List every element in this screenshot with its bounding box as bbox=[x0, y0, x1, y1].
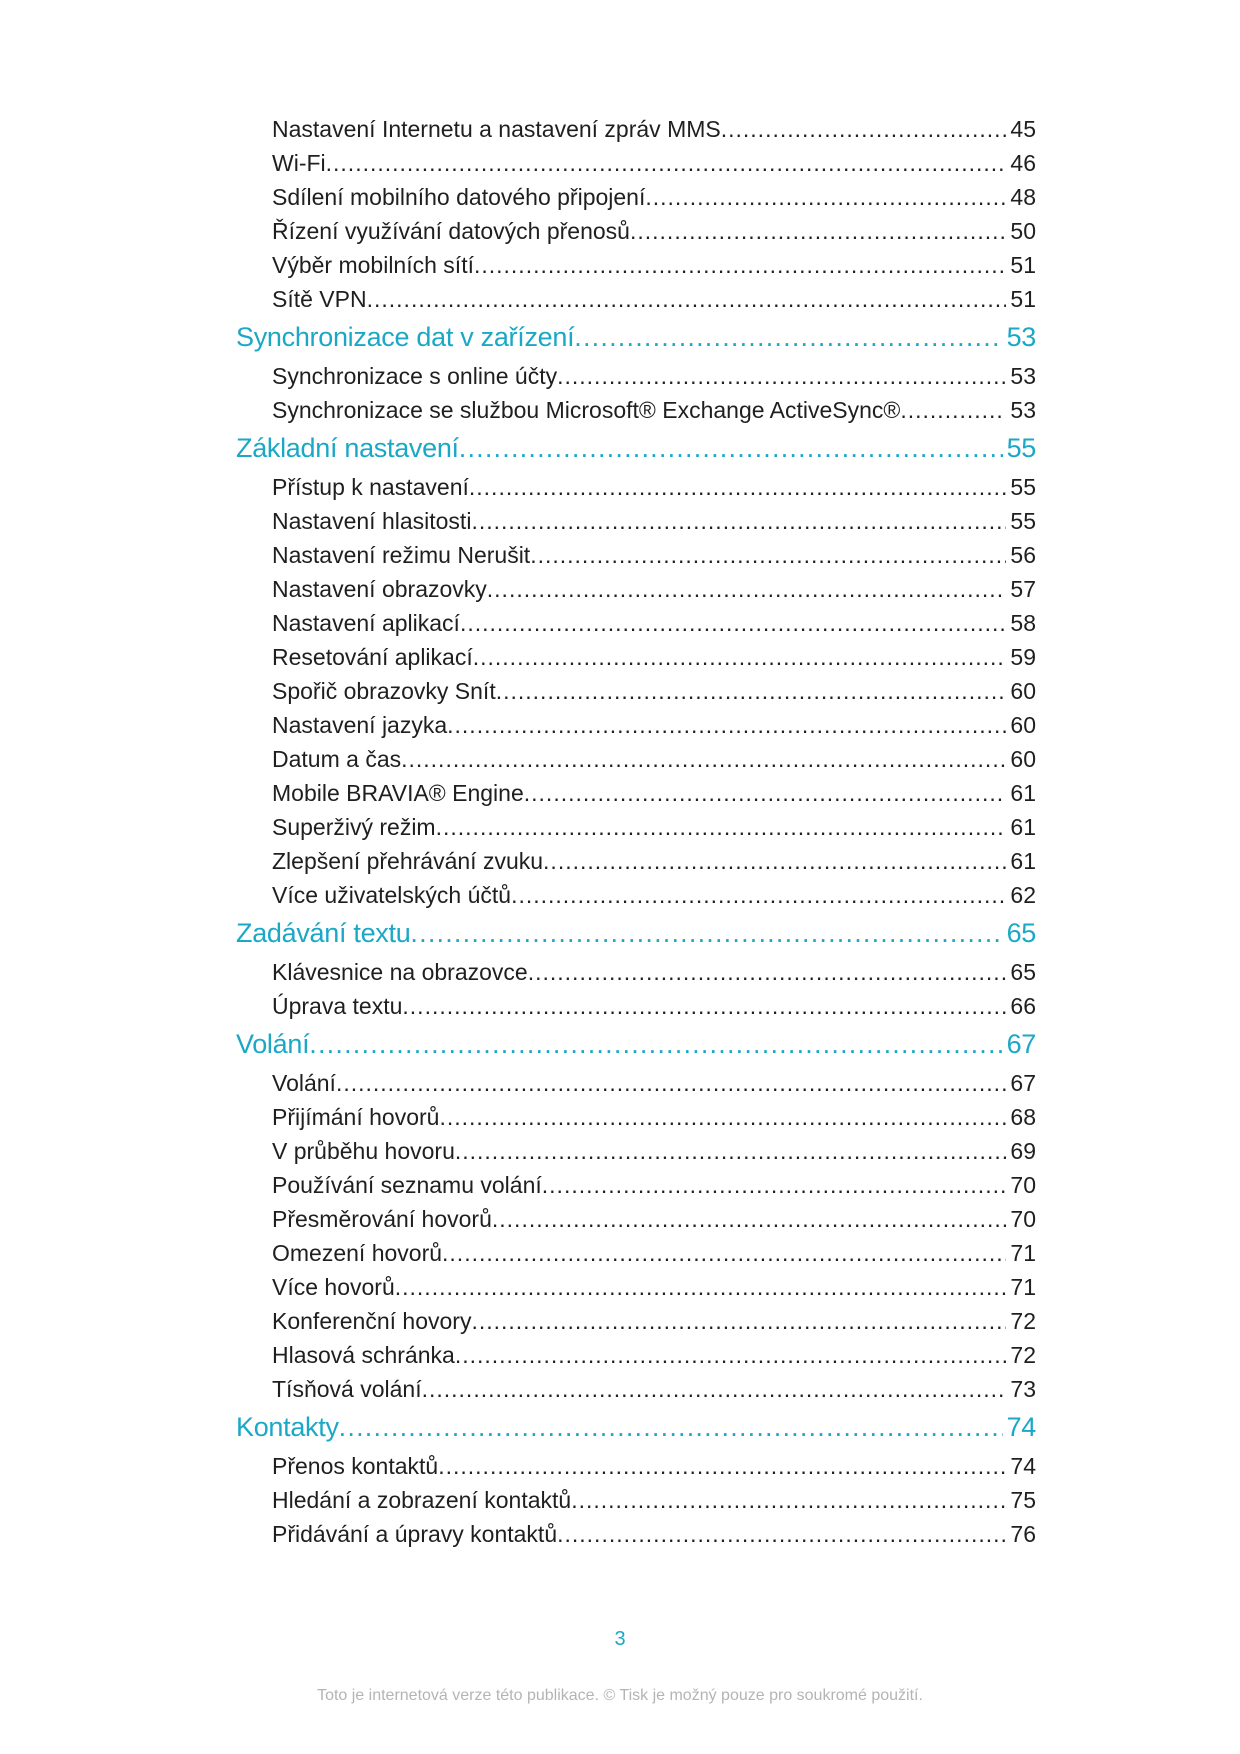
toc-page-number: 68 bbox=[1010, 1104, 1036, 1130]
toc-leader-dots bbox=[645, 180, 1006, 214]
toc-leader-dots bbox=[455, 1134, 1007, 1168]
toc-leader-dots bbox=[410, 912, 1002, 955]
toc-entry[interactable] bbox=[236, 359, 1036, 393]
toc-page-number: 61 bbox=[1010, 848, 1036, 874]
toc-entry-title: Nastavení aplikací bbox=[272, 610, 460, 636]
toc-page-number: 55 bbox=[1010, 508, 1036, 534]
toc-entry-title: Hledání a zobrazení kontaktů bbox=[272, 1487, 572, 1513]
toc-page-number: 60 bbox=[1010, 678, 1036, 704]
toc-entry-title: Více hovorů bbox=[272, 1274, 395, 1300]
toc-entry-title: Superživý režim bbox=[272, 814, 436, 840]
toc-entry[interactable] bbox=[236, 1168, 1036, 1202]
toc-section-heading[interactable] bbox=[236, 427, 1036, 470]
toc-section-heading[interactable] bbox=[236, 1406, 1036, 1449]
toc-entry-title: Nastavení hlasitosti bbox=[272, 508, 472, 534]
toc-entry[interactable] bbox=[236, 248, 1036, 282]
toc-entry-title: Nastavení režimu Nerušit bbox=[272, 542, 531, 568]
toc-entry[interactable] bbox=[236, 282, 1036, 316]
toc-page-number: 67 bbox=[1010, 1070, 1036, 1096]
toc-page-number: 72 bbox=[1010, 1308, 1036, 1334]
toc-entry-title: Synchronizace se službou Microsoft® Exchange ActiveSync® bbox=[272, 397, 901, 423]
toc-page-number: 60 bbox=[1010, 712, 1036, 738]
toc-entry-title: Wi-Fi bbox=[272, 150, 326, 176]
toc-leader-dots bbox=[401, 742, 1006, 776]
toc-leader-dots bbox=[487, 572, 1007, 606]
toc-page-number: 59 bbox=[1010, 644, 1036, 670]
toc-entry[interactable] bbox=[236, 1372, 1036, 1406]
toc-section-title: Zadávání textu bbox=[236, 918, 411, 948]
toc-entry[interactable] bbox=[236, 538, 1036, 572]
toc-page-number: 61 bbox=[1010, 780, 1036, 806]
toc-entry-title: Spořič obrazovky Snít bbox=[272, 678, 496, 704]
toc-page-number: 62 bbox=[1010, 882, 1036, 908]
toc-entry-title: Datum a čas bbox=[272, 746, 402, 772]
toc-entry[interactable] bbox=[236, 180, 1036, 214]
toc-entry[interactable] bbox=[236, 708, 1036, 742]
toc-leader-dots bbox=[436, 810, 1007, 844]
toc-entry-title: Používání seznamu volání bbox=[272, 1172, 542, 1198]
toc-entry-title: Přístup k nastavení bbox=[272, 474, 469, 500]
toc-entry-title: Volání bbox=[272, 1070, 336, 1096]
toc-page-number: 48 bbox=[1010, 184, 1036, 210]
toc-entry[interactable] bbox=[236, 1304, 1036, 1338]
toc-entry-title: Sdílení mobilního datového připojení bbox=[272, 184, 646, 210]
toc-entry[interactable] bbox=[236, 1270, 1036, 1304]
toc-page-number: 45 bbox=[1010, 116, 1036, 142]
toc-page-number: 67 bbox=[1006, 1029, 1036, 1059]
toc-entry-title: Nastavení Internetu a nastavení zpráv MMS bbox=[272, 116, 721, 142]
toc-entry[interactable] bbox=[236, 606, 1036, 640]
toc-entry[interactable] bbox=[236, 1236, 1036, 1270]
toc-leader-dots bbox=[459, 427, 1003, 470]
toc-page-number: 53 bbox=[1006, 322, 1036, 352]
toc-leader-dots bbox=[721, 112, 1007, 146]
toc-leader-dots bbox=[336, 1066, 1006, 1100]
toc-entry-title: Klávesnice na obrazovce bbox=[272, 959, 528, 985]
toc-section-title: Kontakty bbox=[236, 1412, 339, 1442]
toc-leader-dots bbox=[528, 955, 1007, 989]
toc-entry-title: Přenos kontaktů bbox=[272, 1453, 439, 1479]
toc-page-number: 70 bbox=[1010, 1206, 1036, 1232]
toc-entry-title: Řízení využívání datových přenosů bbox=[272, 218, 630, 244]
toc-entry-title: Hlasová schránka bbox=[272, 1342, 455, 1368]
footer-note: Toto je internetová verze této publikace. © Tisk je možný pouze pro soukromé použití. bbox=[317, 1687, 923, 1704]
toc-page-number: 74 bbox=[1010, 1453, 1036, 1479]
toc-leader-dots bbox=[473, 640, 1007, 674]
toc-page-number: 73 bbox=[1010, 1376, 1036, 1402]
toc-entry-title: Nastavení jazyka bbox=[272, 712, 448, 738]
toc-page-number: 75 bbox=[1010, 1487, 1036, 1513]
toc-leader-dots bbox=[460, 606, 1006, 640]
toc-entry-title: V průběhu hovoru bbox=[272, 1138, 455, 1164]
toc-entry[interactable] bbox=[236, 214, 1036, 248]
toc-entry[interactable] bbox=[236, 1066, 1036, 1100]
toc-leader-dots bbox=[496, 674, 1007, 708]
toc-page-number: 70 bbox=[1010, 1172, 1036, 1198]
toc-leader-dots bbox=[571, 1483, 1006, 1517]
toc-leader-dots bbox=[455, 1338, 1007, 1372]
toc-page-number: 57 bbox=[1010, 576, 1036, 602]
toc-entry-title: Úprava textu bbox=[272, 993, 403, 1019]
toc-entry[interactable] bbox=[236, 1449, 1036, 1483]
toc-page-number: 46 bbox=[1010, 150, 1036, 176]
toc-page-number: 58 bbox=[1010, 610, 1036, 636]
toc-entry[interactable] bbox=[236, 1100, 1036, 1134]
toc-entry[interactable] bbox=[236, 470, 1036, 504]
toc-page-number: 51 bbox=[1010, 252, 1036, 278]
page-number: 3 bbox=[614, 1628, 626, 1650]
toc-leader-dots bbox=[630, 214, 1006, 248]
toc-page-number: 55 bbox=[1006, 433, 1036, 463]
toc-page-number: 71 bbox=[1010, 1274, 1036, 1300]
toc-leader-dots bbox=[439, 1100, 1006, 1134]
toc-entry[interactable] bbox=[236, 640, 1036, 674]
toc-entry[interactable] bbox=[236, 674, 1036, 708]
toc-leader-dots bbox=[557, 1517, 1006, 1551]
toc-entry[interactable] bbox=[236, 1338, 1036, 1372]
toc-leader-dots bbox=[447, 708, 1006, 742]
toc-section-title: Synchronizace dat v zařízení bbox=[236, 322, 575, 352]
toc-entry-title: Resetování aplikací bbox=[272, 644, 473, 670]
toc-entry[interactable] bbox=[236, 844, 1036, 878]
toc-page-number: 53 bbox=[1010, 363, 1036, 389]
toc-page-number: 56 bbox=[1010, 542, 1036, 568]
toc-leader-dots bbox=[900, 393, 1006, 427]
toc-entry[interactable] bbox=[236, 989, 1036, 1023]
toc-section-heading[interactable] bbox=[236, 912, 1036, 955]
toc-page-number: 74 bbox=[1006, 1412, 1036, 1442]
toc-entry[interactable] bbox=[236, 1134, 1036, 1168]
toc-entry[interactable] bbox=[236, 146, 1036, 180]
toc-entry[interactable] bbox=[236, 955, 1036, 989]
toc-entry-title: Mobile BRAVIA® Engine bbox=[272, 780, 524, 806]
toc-entry[interactable] bbox=[236, 776, 1036, 810]
toc-entry-title: Přesměrování hovorů bbox=[272, 1206, 492, 1232]
toc-page-number: 55 bbox=[1010, 474, 1036, 500]
toc-leader-dots bbox=[471, 1304, 1006, 1338]
toc-section-heading[interactable] bbox=[236, 316, 1036, 359]
toc-leader-dots bbox=[326, 146, 1007, 180]
table-of-contents bbox=[236, 112, 1036, 1551]
toc-entry-title: Synchronizace s online účty bbox=[272, 363, 558, 389]
toc-leader-dots bbox=[471, 504, 1006, 538]
toc-page-number: 50 bbox=[1010, 218, 1036, 244]
toc-section-title: Základní nastavení bbox=[236, 433, 459, 463]
toc-page-number: 65 bbox=[1010, 959, 1036, 985]
toc-entry[interactable] bbox=[236, 112, 1036, 146]
toc-page-number: 65 bbox=[1006, 918, 1036, 948]
toc-leader-dots bbox=[474, 248, 1006, 282]
toc-entry[interactable] bbox=[236, 742, 1036, 776]
toc-entry[interactable] bbox=[236, 504, 1036, 538]
toc-entry-title: Výběr mobilních sítí bbox=[272, 252, 474, 278]
toc-leader-dots bbox=[309, 1023, 1002, 1066]
toc-leader-dots bbox=[530, 538, 1006, 572]
toc-entry[interactable] bbox=[236, 1202, 1036, 1236]
toc-entry-title: Tísňová volání bbox=[272, 1376, 422, 1402]
toc-leader-dots bbox=[395, 1270, 1007, 1304]
toc-section-heading[interactable] bbox=[236, 1023, 1036, 1066]
toc-entry-title: Konferenční hovory bbox=[272, 1308, 472, 1334]
toc-page-number: 76 bbox=[1010, 1521, 1036, 1547]
toc-leader-dots bbox=[511, 878, 1006, 912]
toc-page-number: 60 bbox=[1010, 746, 1036, 772]
toc-entry-title: Více uživatelských účtů bbox=[272, 882, 512, 908]
toc-page-number: 71 bbox=[1010, 1240, 1036, 1266]
toc-leader-dots bbox=[469, 470, 1007, 504]
toc-entry-title: Přijímání hovorů bbox=[272, 1104, 440, 1130]
toc-entry[interactable] bbox=[236, 878, 1036, 912]
toc-entry-title: Zlepšení přehrávání zvuku bbox=[272, 848, 544, 874]
toc-leader-dots bbox=[339, 1406, 1003, 1449]
toc-entry[interactable] bbox=[236, 1483, 1036, 1517]
toc-leader-dots bbox=[367, 282, 1007, 316]
toc-leader-dots bbox=[402, 989, 1006, 1023]
toc-page-number: 61 bbox=[1010, 814, 1036, 840]
toc-page-number: 72 bbox=[1010, 1342, 1036, 1368]
toc-entry-title: Nastavení obrazovky bbox=[272, 576, 487, 602]
toc-leader-dots bbox=[524, 776, 1007, 810]
toc-leader-dots bbox=[542, 1168, 1007, 1202]
toc-entry-title: Omezení hovorů bbox=[272, 1240, 443, 1266]
toc-leader-dots bbox=[438, 1449, 1006, 1483]
toc-page-number: 53 bbox=[1010, 397, 1036, 423]
toc-leader-dots bbox=[442, 1236, 1006, 1270]
toc-section-title: Volání bbox=[236, 1029, 310, 1059]
toc-leader-dots bbox=[492, 1202, 1007, 1236]
toc-entry[interactable] bbox=[236, 1517, 1036, 1551]
toc-leader-dots bbox=[557, 359, 1006, 393]
toc-entry[interactable] bbox=[236, 810, 1036, 844]
toc-leader-dots bbox=[574, 316, 1002, 359]
toc-entry-title: Sítě VPN bbox=[272, 286, 367, 312]
toc-leader-dots bbox=[543, 844, 1006, 878]
toc-entry[interactable] bbox=[236, 572, 1036, 606]
toc-leader-dots bbox=[422, 1372, 1007, 1406]
toc-page-number: 51 bbox=[1010, 286, 1036, 312]
toc-page-number: 69 bbox=[1010, 1138, 1036, 1164]
toc-entry-title: Přidávání a úpravy kontaktů bbox=[272, 1521, 558, 1547]
toc-entry[interactable] bbox=[236, 393, 1036, 427]
toc-page-number: 66 bbox=[1010, 993, 1036, 1019]
